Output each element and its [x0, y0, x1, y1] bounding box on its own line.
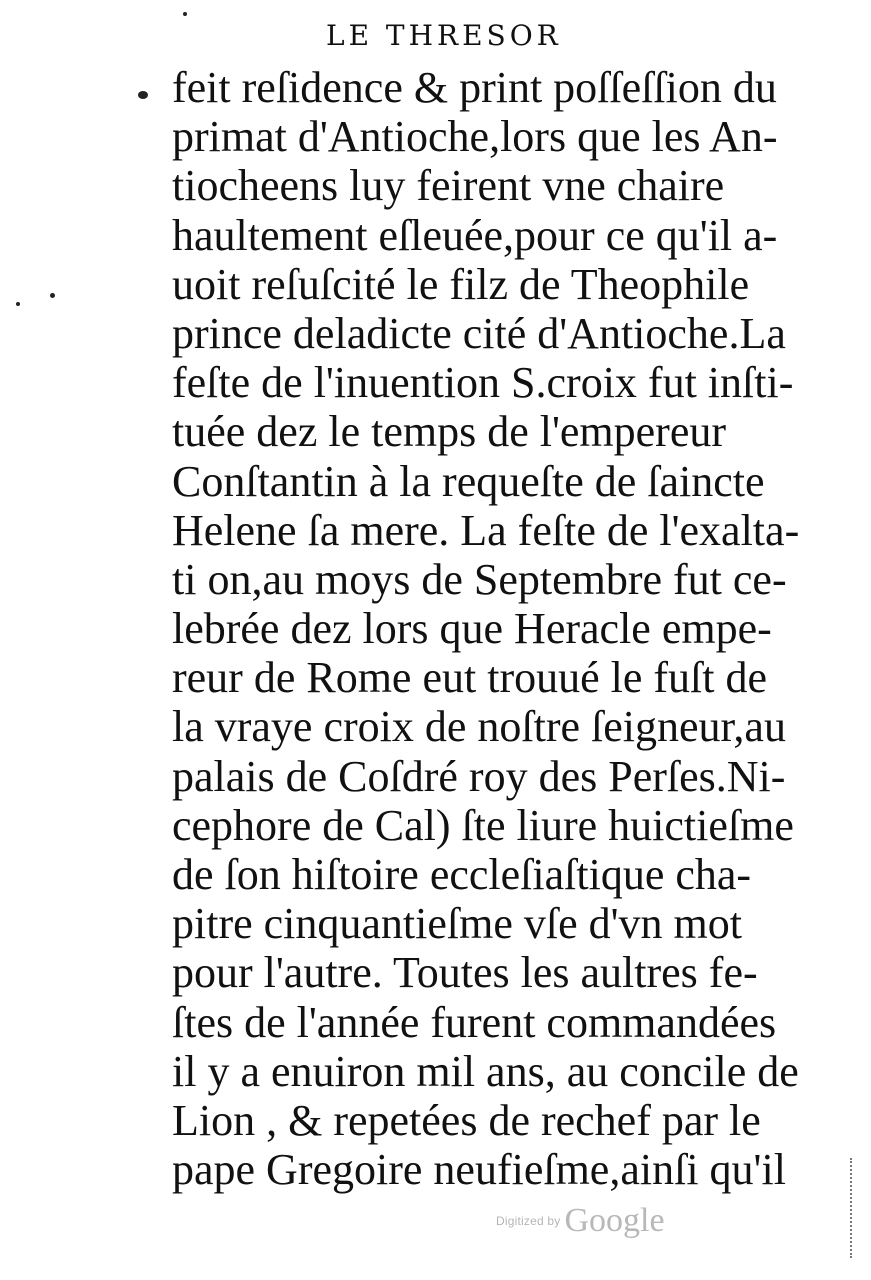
text-line: Conſtantin à la requeſte de ſaincte: [172, 456, 765, 506]
text-line: ſtes de l'année furent commandées: [172, 997, 777, 1047]
watermark-prefix: Digitized by: [496, 1214, 561, 1228]
text-line: pitre cinquantieſme vſe d'vn mot: [172, 899, 743, 949]
text-line: lebrée dez lors que Heracle empe-: [172, 604, 772, 654]
ink-speck: [16, 302, 20, 306]
text-line: cephore de Cal) ſte liure huictieſme: [172, 800, 794, 850]
text-line: il y a enuiron mil ans, au concile de: [172, 1046, 799, 1096]
text-line: prince deladicte cité d'Antioche.La: [172, 308, 786, 358]
digitization-watermark: [496, 1202, 665, 1240]
text-line: pour l'autre. Toutes les aultres fe-: [172, 948, 758, 998]
page-edge-marks: [850, 1158, 858, 1258]
text-line: primat d'Antioche,lors que les An-: [172, 112, 778, 162]
text-line: uoit reſuſcité le filz de Theophile: [172, 259, 750, 309]
text-line: de ſon hiſtoire eccleſiaſtique cha-: [172, 850, 752, 899]
text-line: Helene ſa mere. La feſte de l'exalta-: [172, 505, 800, 555]
text-line: ti on,au moys de Septembre fut ce-: [172, 554, 787, 604]
text-line: feſte de l'inuention S.croix fut inſti-: [172, 358, 794, 408]
text-line: tuée dez le temps de l'empereur: [172, 407, 726, 457]
body-text: [172, 63, 802, 1194]
text-line: reur de Rome eut trouué le fuſt de: [172, 653, 768, 703]
text-line: feit reſidence & print poſſeſſion du: [172, 63, 777, 112]
text-line: la vraye croix de noſtre ſeigneur,au: [172, 702, 786, 752]
running-head: LE THRESOR: [326, 19, 562, 52]
text-line: palais de Coſdré roy des Perſes.Ni-: [172, 751, 786, 801]
ink-speck: [50, 293, 55, 298]
text-line: tiocheens luy feirent vne chaire: [172, 161, 725, 211]
text-line: haultement eſleuée,pour ce qu'il a-: [172, 210, 778, 260]
text-line: Lion , & repetées de rechef par le: [172, 1095, 761, 1145]
text-line: pape Gregoire neufieſme,ainſi qu'il: [172, 1145, 786, 1195]
watermark-brand: Google: [564, 1202, 665, 1239]
ink-speck: [183, 12, 187, 16]
ink-speck: [138, 91, 148, 99]
